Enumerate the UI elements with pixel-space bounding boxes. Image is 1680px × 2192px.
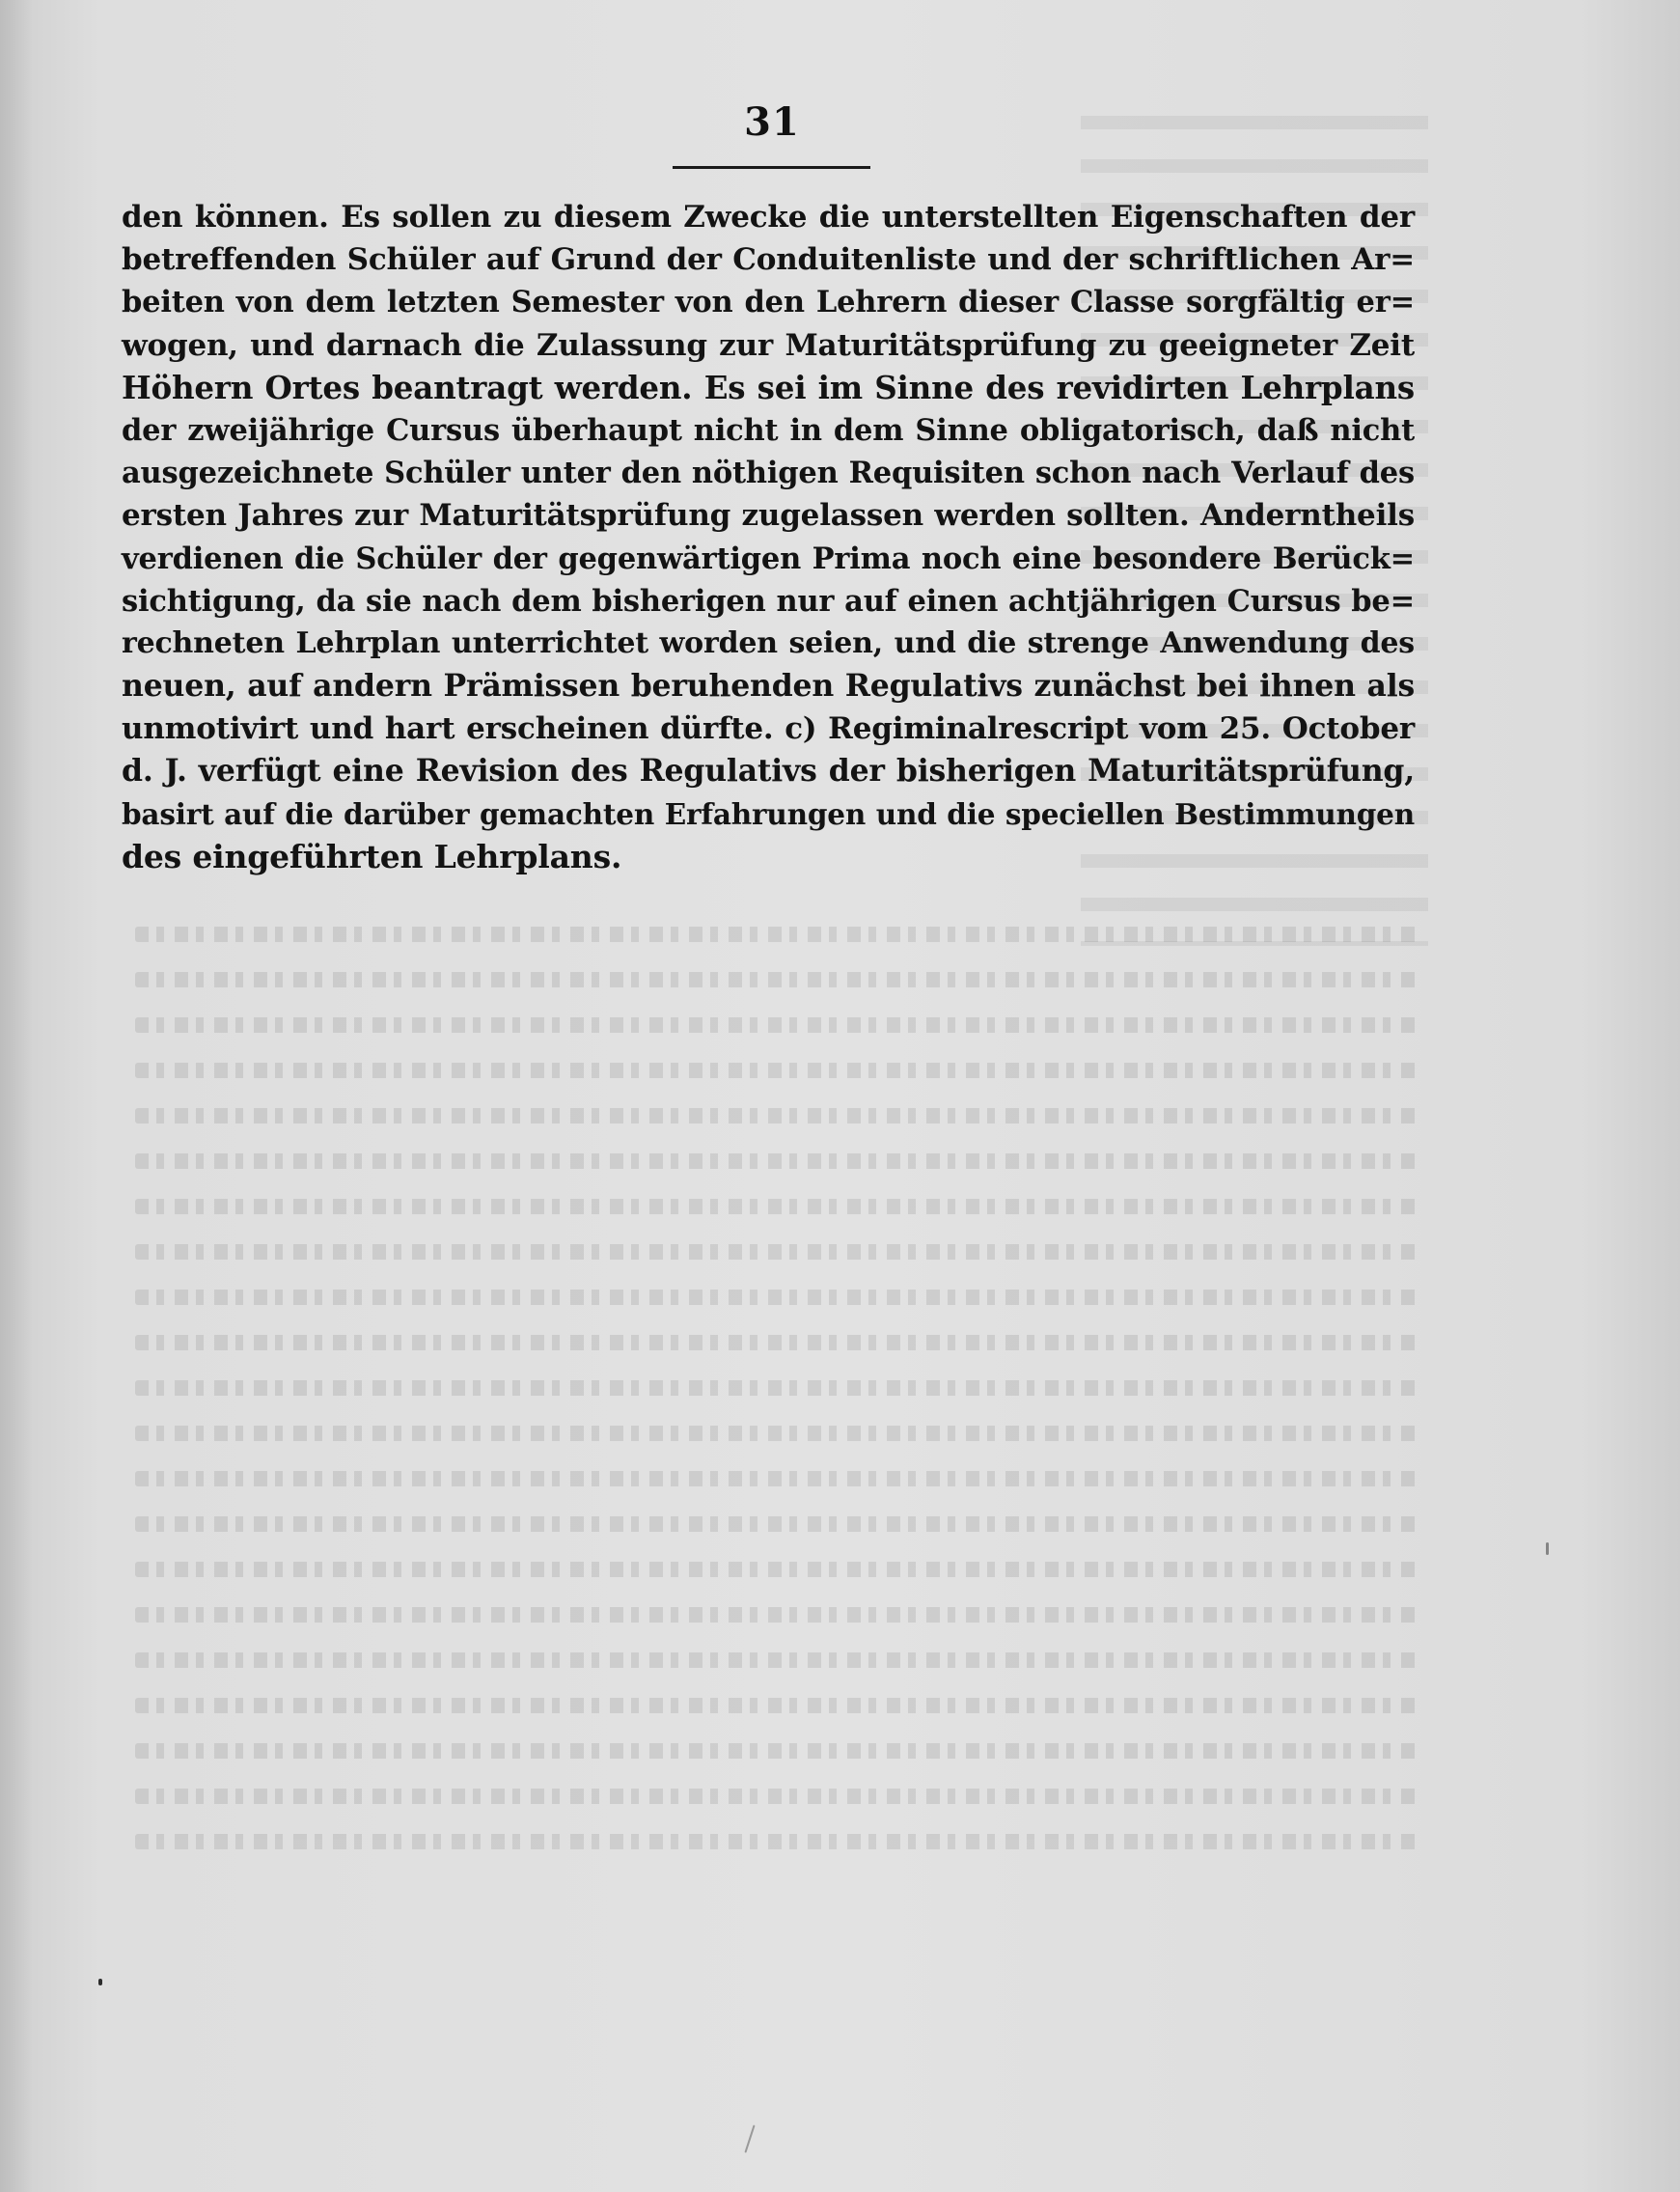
scan-speck <box>744 2124 755 2152</box>
text-line: basirt auf die darüber gemachten Erfahrungen und die speciellen Bestimmungen <box>122 796 1415 831</box>
text-line: neuen, auf andern Prämissen beruhenden Regulativs zunächst bei ihnen als <box>122 668 1415 705</box>
text-line: den können. Es sollen zu diesem Zwecke die unterstellten Eigenschaften der <box>122 200 1415 235</box>
text-line: ausgezeichnete Schüler unter den nöthigen Requisiten schon nach Verlauf des <box>122 456 1415 491</box>
text-line: des eingeführten Lehrplans. <box>122 837 622 875</box>
text-line: d. J. verfügt eine Revision des Regulativs der bisherigen Maturitätsprüfung, <box>122 753 1415 790</box>
scan-speck <box>1546 1542 1549 1555</box>
page-number: 31 <box>744 99 800 145</box>
text-line: der zweijährige Cursus überhaupt nicht in dem Sinne obligatorisch, daß nicht <box>122 412 1415 448</box>
text-line: betreffenden Schüler auf Grund der Conduitenliste und der schriftlichen Ar= <box>122 242 1415 278</box>
body-text <box>122 196 1415 878</box>
scan-speck <box>98 1979 102 1985</box>
text-line: Höhern Ortes beantragt werden. Es sei im Sinne des revidirten Lehrplans <box>122 368 1415 406</box>
text-line: ersten Jahres zur Maturitätsprüfung zugelassen werden sollten. Anderntheils <box>122 498 1415 534</box>
page-edge-shadow <box>0 0 33 2192</box>
text-line: unmotivirt und hart erscheinen dürfte. c) Regiminalrescript vom 25. October <box>122 711 1415 747</box>
header-rule <box>673 166 870 169</box>
bleed-through-text <box>135 927 1418 1911</box>
text-line: verdienen die Schüler der gegenwärtigen Prima noch eine besondere Berück= <box>122 541 1415 576</box>
text-line: sichtigung, da sie nach dem bisherigen nur auf einen achtjährigen Cursus be= <box>122 583 1415 619</box>
text-line: rechneten Lehrplan unterrichtet worden seien, und die strenge Anwendung des <box>122 625 1415 660</box>
text-line: wogen, und darnach die Zulassung zur Maturitätsprüfung zu geeigneter Zeit <box>122 327 1415 363</box>
text-line: beiten von dem letzten Semester von den Lehrern dieser Classe sorgfältig er= <box>122 285 1415 320</box>
